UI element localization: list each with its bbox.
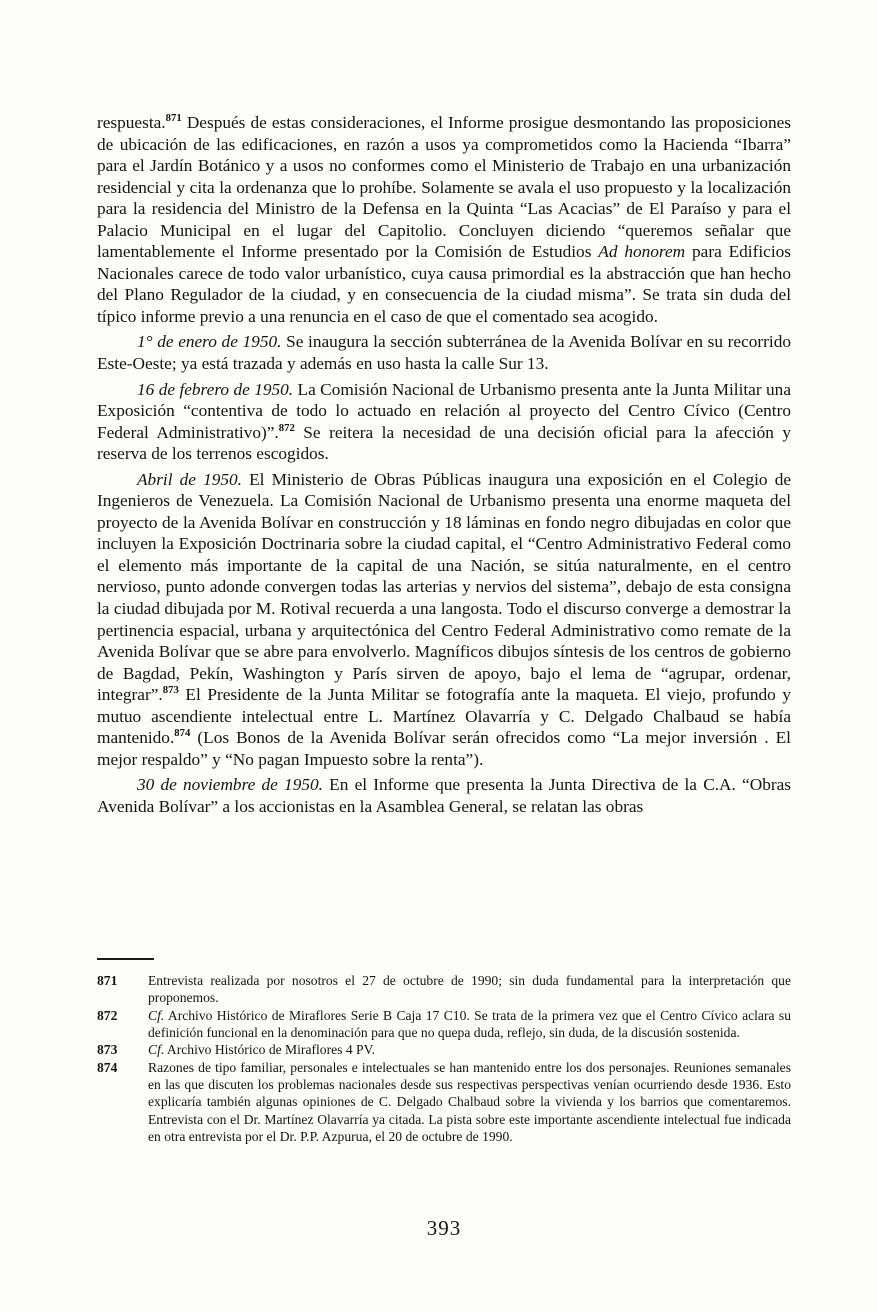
paragraph-1-enero-1950 <box>97 331 791 374</box>
footnote-text <box>148 972 791 1007</box>
page-number: 393 <box>426 1216 462 1240</box>
text-segment: Cf. <box>148 1042 165 1058</box>
footnote-number: 874 <box>97 1059 118 1075</box>
footnote-text <box>148 1059 791 1146</box>
text-segment: Abril de 1950. <box>137 469 242 489</box>
footnote-number: 873 <box>97 1042 118 1058</box>
text-segment: La Comisión Nacional de Urbanismo presenta ante la Junta Militar una Exposición “contentiva de todo lo actuado en relación al proyecto del Centro Cívico (Centro Federal Administrativo)”. <box>97 379 791 442</box>
footnote-ref: 873 <box>162 684 179 697</box>
footnotes-section <box>97 972 791 1145</box>
text-segment: El Ministerio de Obras Públicas inaugura una exposición en el Colegio de Ingenieros de Venezuela. La Comisión Nacional de Urbanismo presenta una enorme maqueta del proyecto de la Avenida Bolívar en construcción y 18 láminas en fondo negro dibujadas en color que incluyen la Exposición Doctrinaria sobre la ciudad capital, el “Centro Administrativo Federal como el elemento más importante de la capital de una Nación, se sitúa naturalmente, en el centro nervioso, punto adonde convergen todas las arterias y nervios del sistema”, debajo de esta consigna la ciudad dibujada por M. Rotival recuerda a una langosta. Todo el discurso converge a demostrar la pertinencia espacial, urbana y arquitectónica del Centro Federal Administrativo como remate de la Avenida Bolívar que se abre para envolverlo. Magníficos dibujos síntesis de los centros de gobierno de Bagdad, Pekín, Washington y París sirven de apoyo, bajo el lema de “agrupar, ordenar, integrar”. <box>97 469 791 705</box>
paragraph-30-noviembre-1950 <box>97 774 791 817</box>
footnote-text <box>148 1041 791 1058</box>
text-segment: Archivo Histórico de Miraflores Serie B Caja 17 C10. Se trata de la primera vez que el Centro Cívico aclara su definición funcional en la denominación para que no quepa duda, reflejo, sin duda, de la discusión sostenida. <box>148 1007 791 1041</box>
footnote-ref: 871 <box>165 112 182 125</box>
text-segment: Se inaugura la sección subterránea de la Avenida Bolívar en su recorrido Este-Oeste; ya está trazada y además en uso hasta la calle Sur 13. <box>97 332 791 374</box>
paragraph-16-febrero-1950 <box>97 379 791 465</box>
footnote-ref: 872 <box>278 421 295 434</box>
footnote-number: 871 <box>97 973 118 988</box>
text-segment: Entrevista realizada por nosotros el 27 de octubre de 1990; sin duda fundamental para la interpretación que proponemos. <box>148 973 791 1006</box>
text-segment: 1° de enero de 1950. <box>137 332 282 352</box>
text-segment: para Edificios Nacionales carece de todo valor urbanístico, cuya causa primordial es la abstracción que han hecho del Plano Regulador de la ciudad, y en consecuencia de la ciudad misma”. Se trata sin duda del típico informe previo a una renuncia en el caso de que el comentado sea acogido. <box>97 242 791 326</box>
text-segment: El Presidente de la Junta Militar se fotografía ante la maqueta. El viejo, profundo y mutuo ascendiente intelectual entre L. Martínez Olavarría y C. Delgado Chalbaud se había mantenido. <box>97 685 791 748</box>
text-segment: 16 de febrero de 1950. <box>137 379 294 399</box>
text-segment: Razones de tipo familiar, personales e intelectuales se han mantenido entre los dos personajes. Reuniones semanales en las que discuten los problemas nacionales desde sus respectivas perspectivas venían ocurriendo desde 1936. Esto explicaría también algunas opiniones de C. Delgado Chalbaud sobre la vivienda y los barrios que comentaremos. Entrevista con el Dr. Martínez Olavarría ya citada. La pista sobre este importante ascendiente intelectual fue indicada en otra entrevista por el Dr. P.P. Azpurua, el 20 de octubre de 1990. <box>148 1059 791 1145</box>
text-segment: Archivo Histórico de Miraflores 4 PV. <box>164 1042 376 1058</box>
footnote-number: 872 <box>97 1007 118 1023</box>
text-segment: Ad honorem <box>598 242 686 262</box>
body-text <box>97 112 791 822</box>
text-segment: respuesta. <box>97 113 166 132</box>
text-segment: Se reitera la necesidad de una decisión oficial para la afección y reserva de los terrenos escogidos. <box>97 422 791 464</box>
text-segment: Después de estas consideraciones, el Informe prosigue desmontando las proposiciones de ubicación de las edificaciones, en razón a usos ya comprometidos como la Hacienda “Ibarra” para el Jardín Botánico y a usos no conformes como el Ministerio de Trabajo en una urbanización residencial y cita la ordenanza que lo prohíbe. Solamente se avala el uso propuesto y la localización para la residencia del Ministro de la Defensa en la Quinta “Las Acacias” de El Paraíso y para el Palacio Municipal en el lugar del Capitolio. Concluyen diciendo “queremos señalar que lamentablemente el Informe presentado por la Comisión de Estudios <box>97 113 791 262</box>
footnote-874 <box>97 1059 791 1146</box>
text-segment: En el Informe que presenta la Junta Directiva de la C.A. “Obras Avenida Bolívar” a los accionistas en la Asamblea General, se relatan las obras <box>97 775 791 816</box>
footnote-871 <box>97 972 791 1007</box>
text-segment: (Los Bonos de la Avenida Bolívar serán ofrecidos como “La mejor inversión . El mejor respaldo” y “No pagan Impuesto sobre la renta”). <box>97 728 791 769</box>
paragraph-continuation <box>97 112 791 327</box>
footnote-separator-rule <box>97 958 154 960</box>
footnote-text <box>148 1007 791 1042</box>
footnote-ref: 874 <box>174 727 191 740</box>
footnote-873 <box>97 1041 791 1058</box>
text-segment: 30 de noviembre de 1950. <box>137 775 323 795</box>
footnote-872 <box>97 1007 791 1042</box>
text-segment: Cf. <box>148 1007 165 1023</box>
paragraph-abril-1950 <box>97 469 791 771</box>
